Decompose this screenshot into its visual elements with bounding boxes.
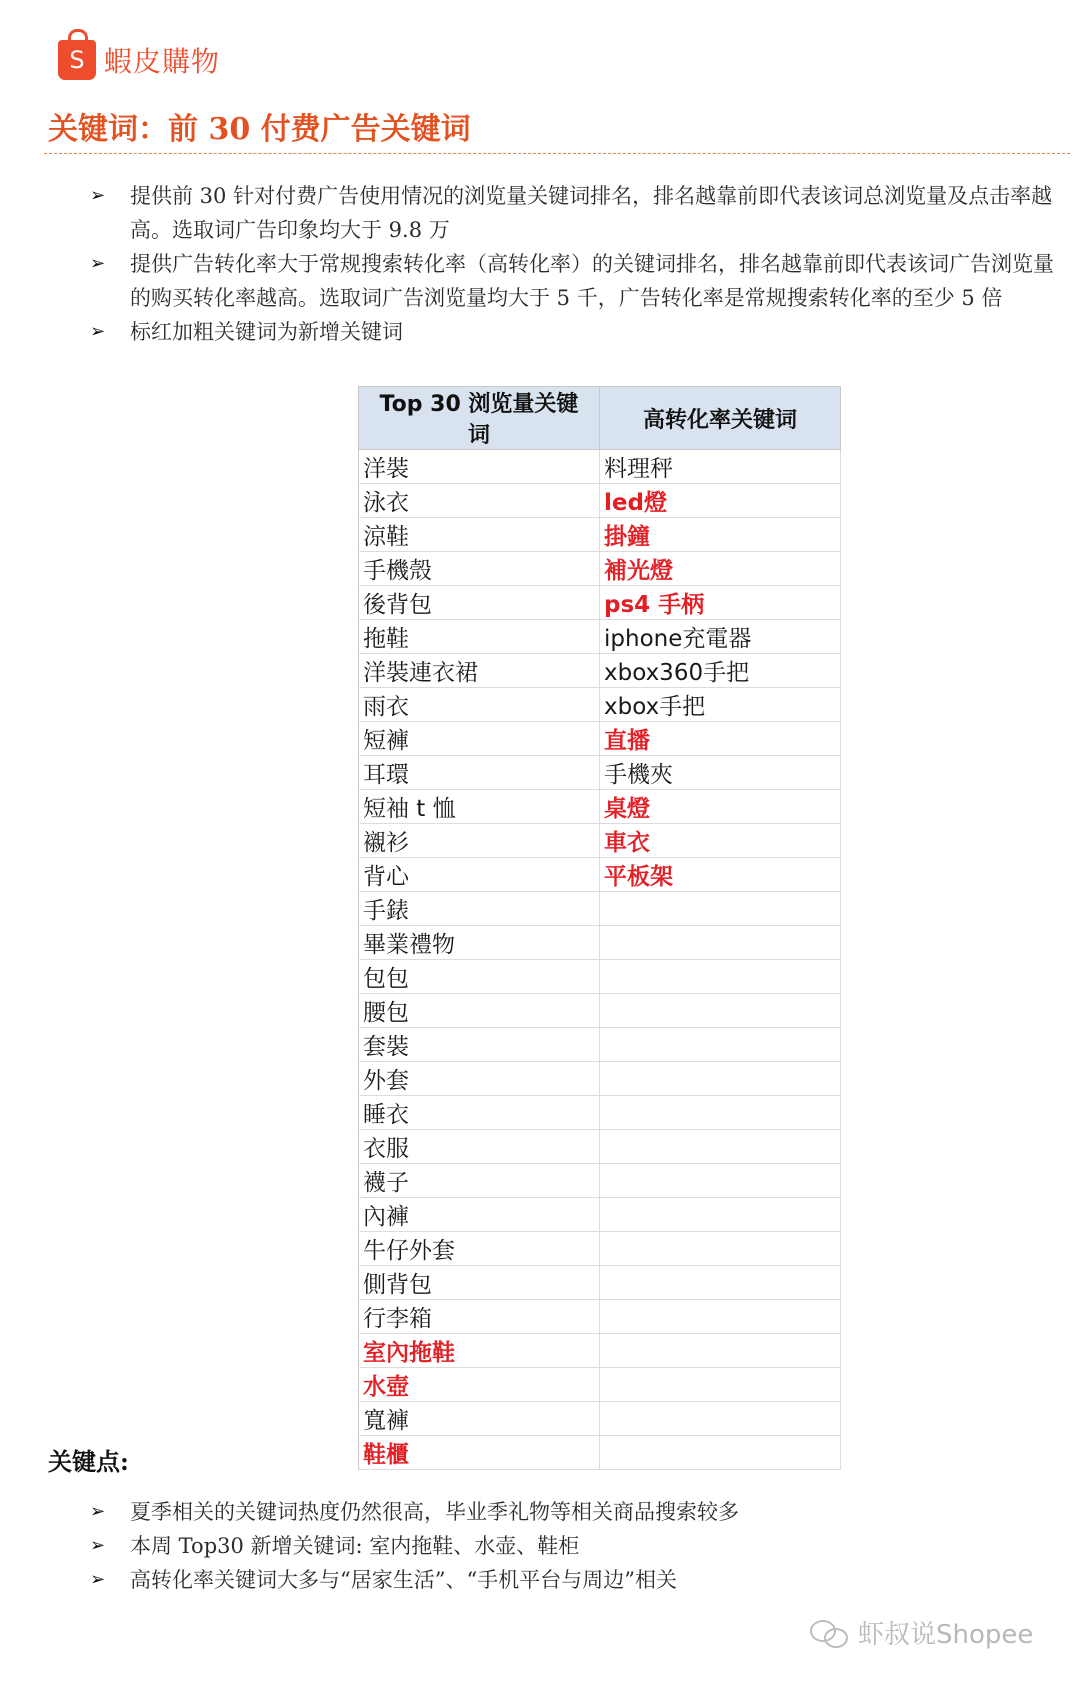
top30-keyword-cell: 衣服 bbox=[359, 1130, 600, 1164]
table-row bbox=[359, 518, 841, 552]
title-divider bbox=[44, 153, 1070, 154]
table-row bbox=[359, 824, 841, 858]
high-conversion-keyword-cell bbox=[600, 994, 841, 1028]
top30-keyword-cell: 拖鞋 bbox=[359, 620, 600, 654]
table-row bbox=[359, 926, 841, 960]
high-conversion-keyword-cell: ps4 手柄 bbox=[600, 586, 841, 620]
table-row bbox=[359, 1096, 841, 1130]
shopping-bag-icon: S bbox=[58, 40, 96, 80]
table-row bbox=[359, 1164, 841, 1198]
table-row bbox=[359, 1300, 841, 1334]
high-conversion-keyword-cell: xbox360手把 bbox=[600, 654, 841, 688]
high-conversion-keyword-cell bbox=[600, 960, 841, 994]
arrow-bullet-icon: ➢ bbox=[90, 1535, 106, 1556]
top30-keyword-cell: 後背包 bbox=[359, 586, 600, 620]
table-row bbox=[359, 654, 841, 688]
high-conversion-keyword-cell bbox=[600, 1334, 841, 1368]
table-row bbox=[359, 994, 841, 1028]
arrow-bullet-icon: ➢ bbox=[90, 321, 106, 342]
high-conversion-keyword-cell: 補光燈 bbox=[600, 552, 841, 586]
high-conversion-keyword-cell bbox=[600, 1232, 841, 1266]
key-points-title: 关键点: bbox=[48, 1447, 129, 1476]
high-conversion-keyword-cell: xbox手把 bbox=[600, 688, 841, 722]
table-row bbox=[359, 484, 841, 518]
table-row bbox=[359, 1062, 841, 1096]
intro-bullet-list bbox=[90, 179, 1065, 349]
high-conversion-keyword-cell: led燈 bbox=[600, 484, 841, 518]
list-item: ➢ 高转化率关键词大多与“居家生活”、“手机平台与周边”相关 bbox=[90, 1563, 1065, 1597]
top30-keyword-cell: 涼鞋 bbox=[359, 518, 600, 552]
table-row bbox=[359, 858, 841, 892]
table-row bbox=[359, 1028, 841, 1062]
table-row bbox=[359, 1198, 841, 1232]
table-row bbox=[359, 450, 841, 484]
key-points-list bbox=[90, 1495, 1065, 1597]
watermark bbox=[810, 1614, 1033, 1651]
top30-keyword-cell: 洋裝連衣裙 bbox=[359, 654, 600, 688]
top30-keyword-cell: 包包 bbox=[359, 960, 600, 994]
table-row bbox=[359, 722, 841, 756]
arrow-bullet-icon: ➢ bbox=[90, 253, 106, 274]
table-row bbox=[359, 552, 841, 586]
column-header-high-conversion: 高转化率关键词 bbox=[600, 387, 841, 450]
high-conversion-keyword-cell: 平板架 bbox=[600, 858, 841, 892]
table-row bbox=[359, 1334, 841, 1368]
column-header-top30: Top 30 浏览量关键词 bbox=[359, 387, 600, 450]
high-conversion-keyword-cell: 直播 bbox=[600, 722, 841, 756]
top30-keyword-cell: 短褲 bbox=[359, 722, 600, 756]
top30-keyword-cell: 腰包 bbox=[359, 994, 600, 1028]
list-item: ➢ 夏季相关的关键词热度仍然很高，毕业季礼物等相关商品搜索较多 bbox=[90, 1495, 1065, 1529]
top30-keyword-cell: 襯衫 bbox=[359, 824, 600, 858]
top30-keyword-cell: 短袖 t 恤 bbox=[359, 790, 600, 824]
keyword-table bbox=[358, 386, 841, 1470]
table-row bbox=[359, 1232, 841, 1266]
top30-keyword-cell: 畢業禮物 bbox=[359, 926, 600, 960]
top30-keyword-cell: 鞋櫃 bbox=[359, 1436, 600, 1470]
arrow-bullet-icon: ➢ bbox=[90, 1569, 106, 1590]
table-row bbox=[359, 960, 841, 994]
table-header-row bbox=[359, 387, 841, 450]
top30-keyword-cell: 內褲 bbox=[359, 1198, 600, 1232]
top30-keyword-cell: 水壺 bbox=[359, 1368, 600, 1402]
high-conversion-keyword-cell bbox=[600, 1198, 841, 1232]
keyword-table-body bbox=[359, 450, 841, 1470]
table-row bbox=[359, 586, 841, 620]
high-conversion-keyword-cell bbox=[600, 1096, 841, 1130]
top30-keyword-cell: 襪子 bbox=[359, 1164, 600, 1198]
top30-keyword-cell: 手錶 bbox=[359, 892, 600, 926]
high-conversion-keyword-cell: 桌燈 bbox=[600, 790, 841, 824]
high-conversion-keyword-cell bbox=[600, 1164, 841, 1198]
top30-keyword-cell: 雨衣 bbox=[359, 688, 600, 722]
high-conversion-keyword-cell: 掛鐘 bbox=[600, 518, 841, 552]
table-row bbox=[359, 1130, 841, 1164]
logo-brand-text: 蝦皮購物 bbox=[104, 45, 221, 78]
high-conversion-keyword-cell: 手機夾 bbox=[600, 756, 841, 790]
top30-keyword-cell: 室內拖鞋 bbox=[359, 1334, 600, 1368]
high-conversion-keyword-cell bbox=[600, 1130, 841, 1164]
list-item: ➢ 本周 Top30 新增关键词: 室内拖鞋、水壶、鞋柜 bbox=[90, 1529, 1065, 1563]
list-item: ➢ 标红加粗关键词为新增关键词 bbox=[90, 315, 1065, 349]
table-row bbox=[359, 1266, 841, 1300]
high-conversion-keyword-cell: 料理秤 bbox=[600, 450, 841, 484]
table-row bbox=[359, 892, 841, 926]
top30-keyword-cell: 洋裝 bbox=[359, 450, 600, 484]
high-conversion-keyword-cell bbox=[600, 1028, 841, 1062]
top30-keyword-cell: 睡衣 bbox=[359, 1096, 600, 1130]
high-conversion-keyword-cell bbox=[600, 1300, 841, 1334]
top30-keyword-cell: 行李箱 bbox=[359, 1300, 600, 1334]
high-conversion-keyword-cell bbox=[600, 1266, 841, 1300]
high-conversion-keyword-cell bbox=[600, 892, 841, 926]
list-item: ➢ 提供广告转化率大于常规搜索转化率（高转化率）的关键词排名，排名越靠前即代表该词广告浏览量的购买转化率越高。选取词广告浏览量均大于 5 千，广告转化率是常规搜索转化率的至少 5 倍 bbox=[90, 247, 1065, 315]
watermark-text: 虾叔说Shopee bbox=[858, 1620, 1034, 1650]
table-row bbox=[359, 688, 841, 722]
table-row bbox=[359, 1368, 841, 1402]
top30-keyword-cell: 側背包 bbox=[359, 1266, 600, 1300]
top30-keyword-cell: 套裝 bbox=[359, 1028, 600, 1062]
high-conversion-keyword-cell bbox=[600, 1436, 841, 1470]
high-conversion-keyword-cell: iphone充電器 bbox=[600, 620, 841, 654]
top30-keyword-cell: 牛仔外套 bbox=[359, 1232, 600, 1266]
top30-keyword-cell: 手機殼 bbox=[359, 552, 600, 586]
table-row bbox=[359, 790, 841, 824]
top30-keyword-cell: 背心 bbox=[359, 858, 600, 892]
arrow-bullet-icon: ➢ bbox=[90, 1501, 106, 1522]
table-row bbox=[359, 1436, 841, 1470]
arrow-bullet-icon: ➢ bbox=[90, 185, 106, 206]
top30-keyword-cell: 外套 bbox=[359, 1062, 600, 1096]
table-row bbox=[359, 620, 841, 654]
high-conversion-keyword-cell bbox=[600, 1062, 841, 1096]
high-conversion-keyword-cell: 車衣 bbox=[600, 824, 841, 858]
list-item: ➢ 提供前 30 针对付费广告使用情况的浏览量关键词排名，排名越靠前即代表该词总浏览量及点击率越高。选取词广告印象均大于 9.8 万 bbox=[90, 179, 1065, 247]
page-title: 关键词：前 30 付费广告关键词 bbox=[48, 112, 471, 147]
shopee-logo bbox=[58, 40, 220, 80]
table-row bbox=[359, 1402, 841, 1436]
table-row bbox=[359, 756, 841, 790]
wechat-icon bbox=[810, 1618, 850, 1648]
high-conversion-keyword-cell bbox=[600, 1402, 841, 1436]
high-conversion-keyword-cell bbox=[600, 926, 841, 960]
top30-keyword-cell: 耳環 bbox=[359, 756, 600, 790]
top30-keyword-cell: 寬褲 bbox=[359, 1402, 600, 1436]
top30-keyword-cell: 泳衣 bbox=[359, 484, 600, 518]
high-conversion-keyword-cell bbox=[600, 1368, 841, 1402]
